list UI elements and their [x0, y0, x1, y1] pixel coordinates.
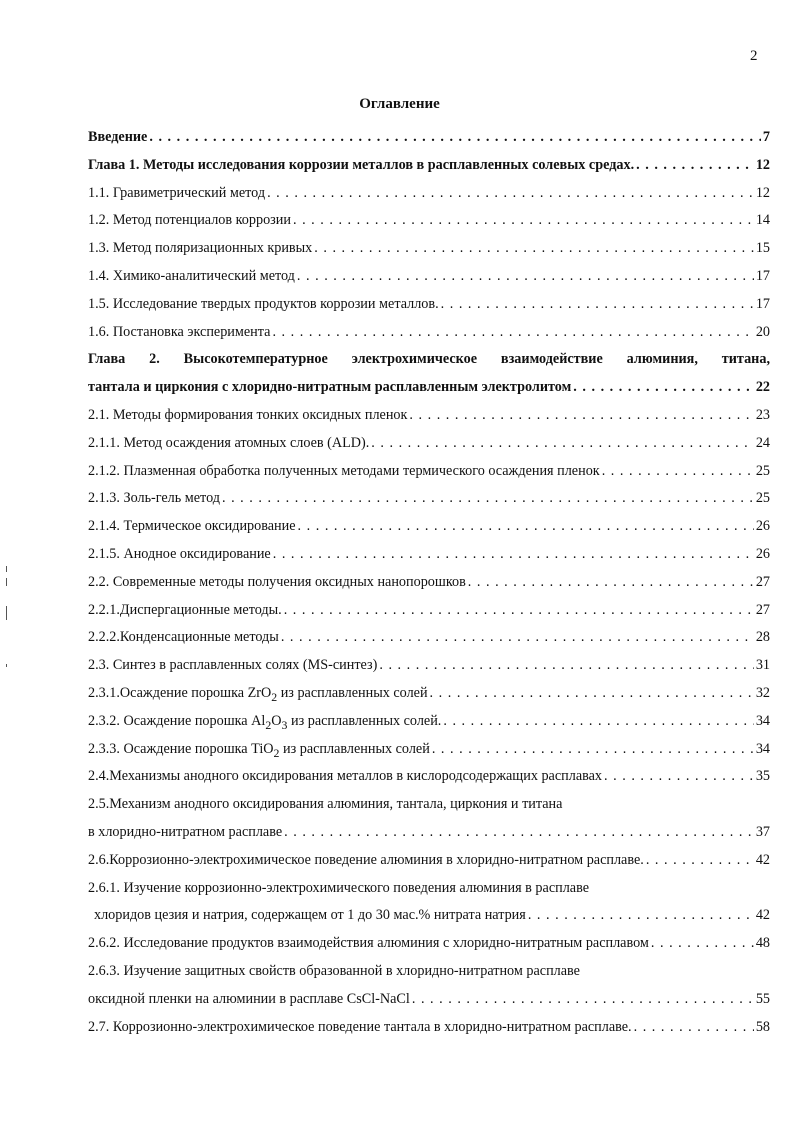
toc-entry-2-1-3[interactable]: 2.1.3. Золь-гель метод . . . 25 — [88, 485, 770, 513]
toc-entry-1-4[interactable]: 1.4. Химико-аналитический метод . . . 17 — [88, 263, 770, 291]
toc-entry-chapter-2[interactable]: Глава 2. Высокотемпературное электрохимическое взаимодействие алюминия, титана, тантала и циркония с хлоридно-нитратным расплавленным электролитом . . . 22 — [88, 346, 770, 402]
toc-entry-1-2[interactable]: 1.2. Метод потенциалов коррозии . . . 14 — [88, 207, 770, 235]
toc-entry-2-7[interactable]: 2.7. Коррозионно-электрохимическое поведение тантала в хлоридно-нитратном расплаве. . . . 58 — [88, 1014, 770, 1042]
toc-entry-2-3[interactable]: 2.3. Синтез в расплавленных солях (MS-синтез) . . . 31 — [88, 652, 770, 680]
scan-margin-mark — [6, 566, 7, 572]
toc-entry-1-1[interactable]: 1.1. Гравиметрический метод . . . 12 — [88, 180, 770, 208]
toc-entry-chapter-1[interactable]: Глава 1. Методы исследования коррозии металлов в расплавленных солевых средах. . . . 12 — [88, 152, 770, 180]
toc-entry-1-5[interactable]: 1.5. Исследование твердых продуктов коррозии металлов. . . . 17 — [88, 291, 770, 319]
toc-entry-2-1-4[interactable]: 2.1.4. Термическое оксидирование . . . 26 — [88, 513, 770, 541]
toc-entry-2-1-2[interactable]: 2.1.2. Плазменная обработка полученных методами термического осаждения пленок . . . 25 — [88, 458, 770, 486]
toc-entry-2-1-1[interactable]: 2.1.1. Метод осаждения атомных слоев (ALD). . . . 24 — [88, 430, 770, 458]
scan-margin-mark — [6, 578, 7, 586]
page-number: 2 — [750, 48, 758, 64]
toc-entry-2-1[interactable]: 2.1. Методы формирования тонких оксидных пленок . . . 23 — [88, 402, 770, 430]
table-of-contents — [88, 124, 770, 1041]
toc-entry-2-1-5[interactable]: 2.1.5. Анодное оксидирование . . . 26 — [88, 541, 770, 569]
toc-entry-2-3-3[interactable]: 2.3.3. Осаждение порошка TiO$_2$ из расплавленных солей . . . 34 — [88, 736, 770, 764]
toc-entry-2-3-2[interactable]: 2.3.2. Осаждение порошка $Al_2O_3$ из расплавленных солей. . . . 34 — [88, 708, 770, 736]
toc-entry-2-2[interactable]: 2.2. Современные методы получения оксидных нанопорошков . . . 27 — [88, 569, 770, 597]
toc-entry-1-6[interactable]: 1.6. Постановка эксперимента . . . 20 — [88, 319, 770, 347]
scan-margin-mark — [6, 606, 7, 620]
toc-entry-2-5[interactable]: 2.5.Механизм анодного оксидирования алюминия, тантала, циркония и титана в хлоридно-нитратном расплаве . . . 37 — [88, 791, 770, 847]
toc-entry-2-2-2[interactable]: 2.2.2.Конденсационные методы . . . 28 — [88, 624, 770, 652]
toc-title: Оглавление — [359, 96, 440, 112]
toc-entry-chapter-2-line-1: Глава 2. Высокотемпературное электрохимическое взаимодействие алюминия, титана, — [88, 351, 770, 368]
toc-entry-2-2-1[interactable]: 2.2.1.Диспергационные методы. . . . 27 — [88, 597, 770, 625]
toc-entry-2-3-1[interactable]: 2.3.1.Осаждение порошка ZrO$_2$ из расплавленных солей . . . 32 — [88, 680, 770, 708]
toc-entry-2-6-2[interactable]: 2.6.2. Исследование продуктов взаимодействия алюминия с хлоридно-нитратным расплавом . . . 48 — [88, 930, 770, 958]
toc-entry-introduction[interactable]: Введение . . . 7 — [88, 124, 770, 152]
toc-entry-2-4[interactable]: 2.4.Механизмы анодного оксидирования металлов в кислородсодержащих расплавах . . . 35 — [88, 763, 770, 791]
toc-entry-1-3[interactable]: 1.3. Метод поляризационных кривых . . . 15 — [88, 235, 770, 263]
toc-entry-2-6[interactable]: 2.6.Коррозионно-электрохимическое поведение алюминия в хлоридно-нитратном расплаве. . . . 42 — [88, 847, 770, 875]
toc-entry-2-6-1[interactable]: 2.6.1. Изучение коррозионно-электрохимического поведения алюминия в расплаве хлоридов цезия и натрия, содержащем от 1 до 30 мас.% нитрата натрия . . . 42 — [88, 875, 770, 931]
scan-margin-mark — [6, 664, 7, 667]
toc-entry-2-6-3[interactable]: 2.6.3. Изучение защитных свойств образованной в хлоридно-нитратном расплаве оксидной пленки на алюминии в расплаве CsCl-NaCl . . . 55 — [88, 958, 770, 1014]
